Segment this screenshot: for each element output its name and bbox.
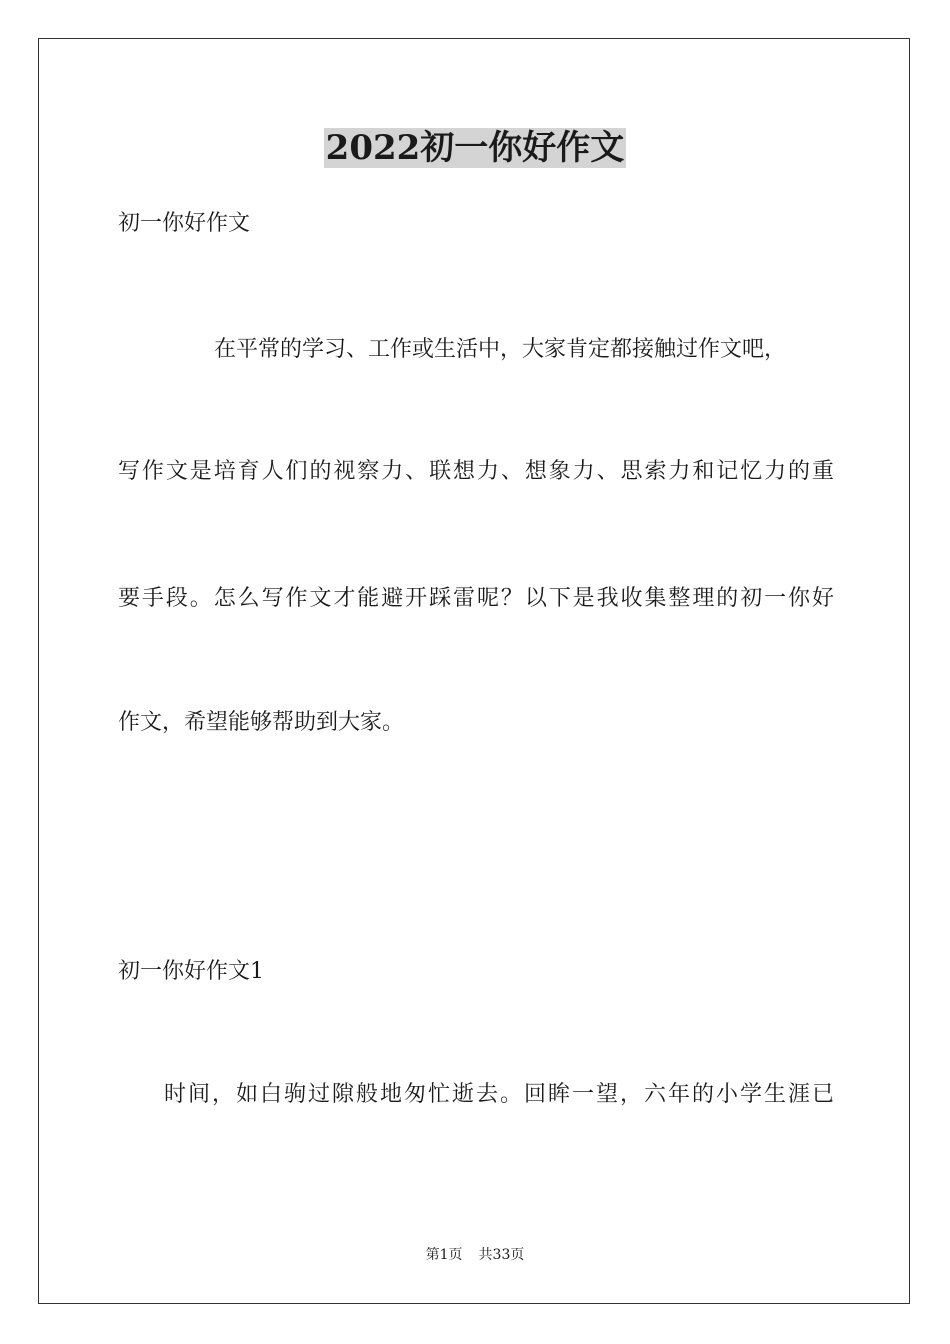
intro-line-4: 作文，希望能够帮助到大家。 [118,710,405,735]
document-subtitle: 初一你好作文 [118,211,251,236]
document-title-text: 2022初一你好作文 [325,128,625,168]
section-heading: 初一你好作文1 [118,959,264,984]
page-number: 第1页 [425,1247,463,1263]
page-total: 共33页 [478,1247,525,1263]
intro-line-1: 在平常的学习、工作或生活中，大家肯定都接触过作文吧， [214,337,787,362]
intro-line-2: 写作文是培育人们的视察力、联想力、想象力、思索力和记忆力的重 [118,459,834,484]
document-title [0,124,950,172]
intro-line-3: 要手段。怎么写作文才能避开踩雷呢？以下是我收集整理的初一你好 [118,586,834,611]
section-line-1: 时间，如白驹过隙般地匆忙逝去。回眸一望，六年的小学生涯已 [164,1082,834,1107]
page-footer [0,1245,950,1265]
